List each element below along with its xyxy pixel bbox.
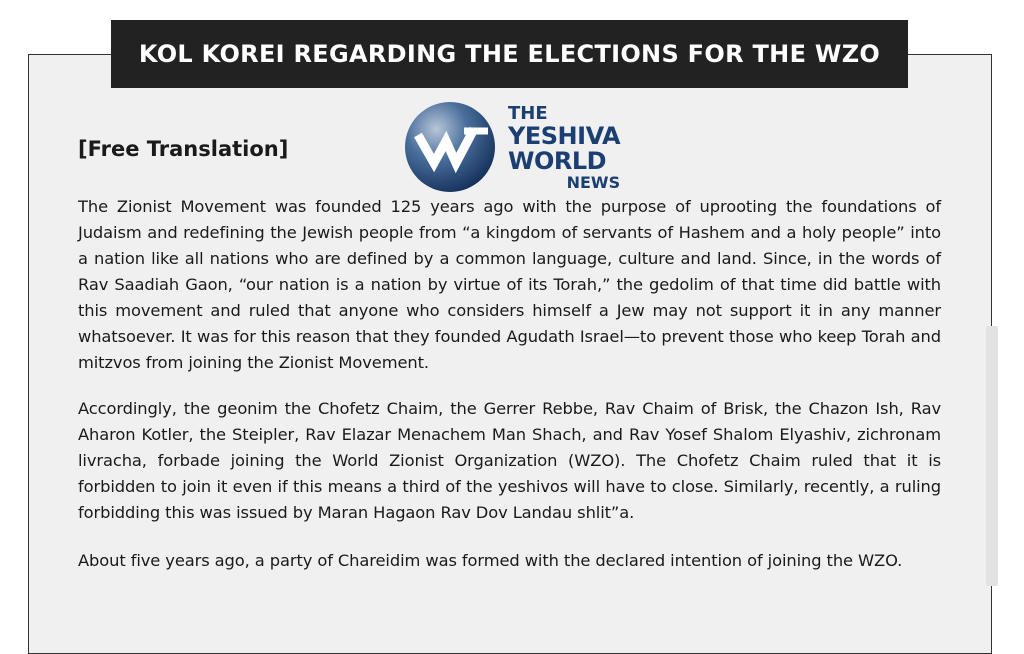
logo-line-3: WORLD bbox=[508, 147, 607, 175]
banner-title: KOL KOREI REGARDING THE ELECTIONS FOR THE WZO bbox=[138, 40, 881, 68]
paragraph-1: The Zionist Movement was founded 125 years ago with the purpose of uprooting the foundations of Judaism and redefining the Jewish people from “a kingdom of servants of Hashem and a holy people” into a nation like all nations who are defined by a common language, culture and land. Since, in the words of Rav Saadiah Gaon, “our nation is a nation by virtue of its Torah,” the gedolim of that time did battle with this movement and ruled that anyone who considers himself a Jew may not support it in any manner whatsoever. It was for this reason that they founded Agudath Israel—to prevent those who keep Torah and mitzvos from joining the Zionist Movement. bbox=[78, 197, 941, 372]
logo-wordmark bbox=[508, 105, 620, 191]
paragraph-2: Accordingly, the geonim the Chofetz Chaim, the Gerrer Rebbe, Rav Chaim of Brisk, the Chazon Ish, Rav Aharon Kotler, the Steipler, Rav Elazar Menachem Man Shach, and Rav Yosef Shalom Elyashiv, zichronam livracha, forbade joining the World Zionist Organization (WZO). The Chofetz Chaim ruled that it is forbidden to join it even if this means a third of the yeshivos will have to close. Similarly, recently, a ruling forbidding this was issued by Maran Hagaon Rav Dov Landau shlit”a. bbox=[78, 399, 941, 522]
scrollbar[interactable] bbox=[986, 326, 998, 586]
free-translation-heading: [Free Translation] bbox=[78, 137, 289, 161]
logo-line-1: THE bbox=[508, 103, 548, 124]
yeshiva-world-news-logo bbox=[404, 101, 624, 193]
logo-line-4: NEWS bbox=[566, 173, 621, 192]
paragraph-3: About five years ago, a party of Chareidim was formed with the declared intention of joining the WZO. bbox=[78, 551, 903, 570]
title-banner bbox=[111, 20, 908, 88]
logo-line-2: YESHIVA bbox=[508, 122, 621, 150]
logo-globe-icon bbox=[404, 101, 496, 193]
